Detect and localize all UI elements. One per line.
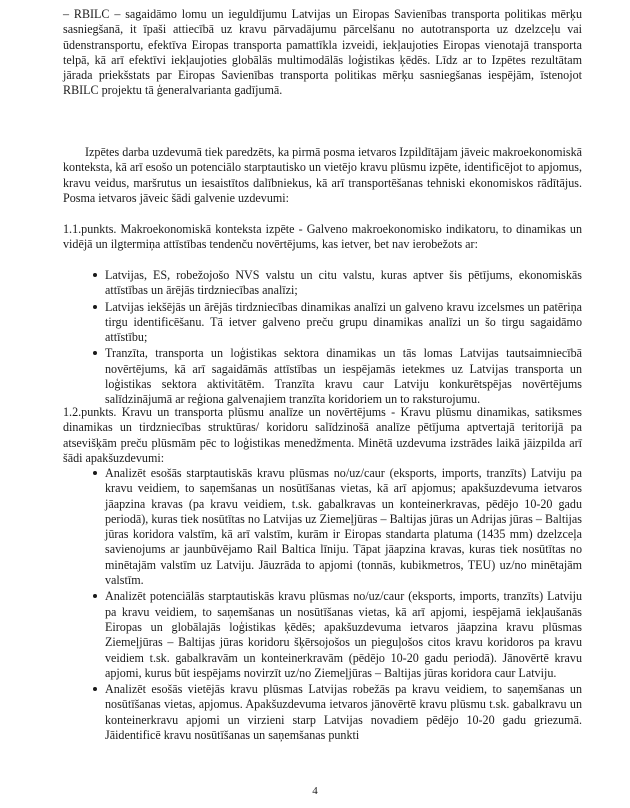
list-item: Tranzīta, transporta un loģistikas sektora dinamikas un tās lomas Latvijas tautsaimniecībā novērtējums, kā arī sagaidāmās attīstības un iespējamās ietekmes uz Latvijas transporta un loģistikas sektora aktivitātēm. Tranzīta kravu caur Latviju konkurētspējas novērtējums salīdzinājumā ar reģiona galvenajiem tranzīta koridoriem un to raksturojumu. (93, 346, 582, 407)
list-item: Analizēt potenciālās starptautiskās kravu plūsmas no/uz/caur (eksports, imports, tranzīts) Latviju pa kravu veidiem, to saņemšanas un nosūtīšanas vietas, kā arī apjomi, iespējamā iekļaušanās Eiropas un globālajās loģistikas ķēdēs; apakšuzdevuma ietvaros jāapzina kravu plūsmas Ziemeļjūras – Baltijas jūras koridoru šķērsojošos un pieguļošos citos kravu koridoros pa kravu veidiem t.sk. gabalkravām un konteinerkravām (pēdējo 10-20 gadu periodā). Jānovērtē kravu apjomi, kurus būt iespējams novirzīt uz/no Ziemeļjūras – Baltijas jūras koridora caur Latviju. (93, 589, 582, 681)
point-1-1-heading: 1.1.punkts. Makroekonomiskā konteksta izpēte - Galveno makroekonomisko indikatoru, to dinamikas un vidējā un ilgtermiņa attīstības tendenču novērtējums, kas ietver, bet nav ierobežots ar: (63, 222, 582, 252)
rbilc-paragraph: – RBILC – sagaidāmo lomu un ieguldījumu Latvijas un Eiropas Savienības transporta politikas mērķu sasniegšanā, it īpaši attiecībā uz kravu pārvadājumu pārcelšanu no autotransporta uz dzelzceļu vai ūdenstransportu, efektīva Eiropas transporta pamattīkla izveidi, iekļaujoties Eiropas vienotajā transporta telpā, kā arī efektīvi iekļaujoties globālās multimodālās loģistikas ķēdēs. Līdz ar to Izpētes rezultātam jārada priekšstats par Eiropas Savienības transporta politikas mērķu sasniegšanas iespējām, īstenojot RBILC projektu tā ģeneralvarianta gadījumā. (63, 7, 582, 98)
task-paragraph: Izpētes darba uzdevumā tiek paredzēts, ka pirmā posma ietvaros Izpildītājam jāveic makroekonomiskā konteksta, kā arī esošo un potenciālo starptautisko un vietējo kravu plūsmu izpēte, identificējot to apjomus, kravu veidus, maršrutus un iesaistītos dalībniekus, kā arī transportēšanas tehniski ekonomiskos rādītājus. Posma ietvaros jāveic šādi galvenie uzdevumi: (63, 145, 582, 205)
list-item: Analizēt esošās vietējās kravu plūsmas Latvijas robežās pa kravu veidiem, to saņemšanas un nosūtīšanas vietas, apjomus. Apakšuzdevuma ietvaros jānovērtē kravu plūsmu t.sk. gabalkravu un konteinerkravu apjomi un virzieni starp Latvijas novadiem pēdējo 10-20 gadu griezumā. Jāidentificē kravu nosūtīšanas un saņemšanas punkti (93, 682, 582, 743)
list-item: Analizēt esošās starptautiskās kravu plūsmas no/uz/caur (eksports, imports, tranzīts) Latviju pa kravu veidiem, to saņemšanas un nosūtīšanas vietas, kā arī apjomus; apakšuzdevuma ietvaros jāapzina kravas (pa kravu veidiem, t.sk. gabalkravas un konteinerkravas, pēdējo 10-20 gadu periodā), kuras tiek nosūtītas no Latvijas uz Ziemeļjūras – Baltijas jūras un Adrijas jūras – Baltijas jūras koridora valstīm, kā arī valstīm, kurām ir Eiropas standarta platuma (1435 mm) dzelzceļa savienojums ar jaunbūvējamo Rail Baltica līniju. Tāpat jāapzina kravas, kuras tiek nosūtītas no minētajām valstīm uz Latviju. Jāuzrāda to apjomi (tonnās, kubikmetros, TEU) uz/no minētajām valstīm. (93, 466, 582, 588)
bullet-list-1 (93, 268, 582, 409)
bullet-list-2 (93, 466, 582, 744)
list-item: Latvijas iekšējās un ārējās tirdzniecības dinamikas analīzi un galveno kravu izcelsmes un patēriņa tirgu identificēšanu. Tā ietver galveno preču grupu dinamikas analīzi un šo tirgu sagaidāmo attīstību; (93, 300, 582, 346)
page-number: 4 (312, 785, 318, 797)
list-item: Latvijas, ES, robežojošo NVS valstu un citu valstu, kuras aptver šis pētījums, ekonomiskās attīstības un ārējās tirdzniecības analīzi; (93, 268, 582, 299)
point-1-2-heading: 1.2.punkts. Kravu un transporta plūsmu analīze un novērtējums - Kravu plūsmu dinamikas, satiksmes dinamikas un tirdzniecības struktūras/ koridoru salīdzinošā analīze pētījuma aptvertajā teritorijā pa atsevišķām preču plūsmām pēc to loģistikas menedžmenta. Minētā uzdevuma izstrādes laikā jāizpilda arī šādi apakšuzdevumi: (63, 405, 582, 465)
